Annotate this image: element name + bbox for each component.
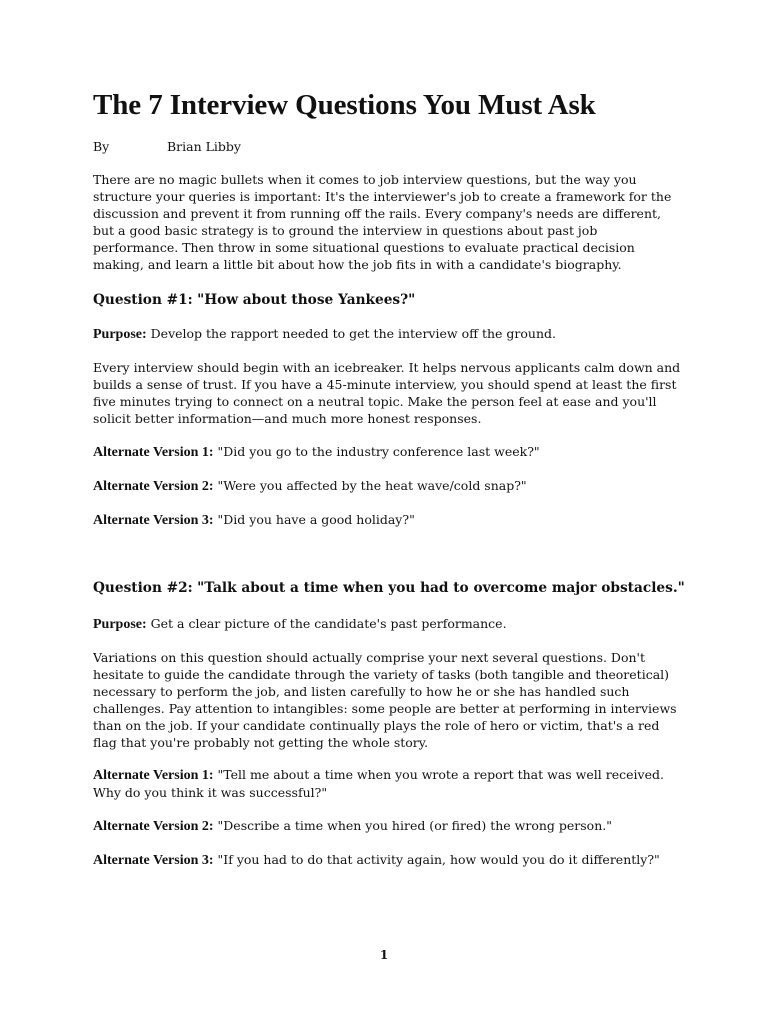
question-text: "How about those Yankees?" [197, 292, 416, 308]
question-1-heading [93, 290, 415, 310]
byline-label: By [93, 139, 110, 154]
question-text: "Talk about a time when you had to overcome major obstacles." [197, 580, 685, 596]
alternate-label: Alternate Version 3: [93, 853, 214, 868]
question-2-heading [93, 578, 685, 598]
question-1-body: Every interview should begin with an icebreaker. It helps nervous applicants calm down and builds a sense of trust. If you have a 45-minute interview, you should spend at least the first five minutes trying to connect on a neutral topic. Make the person feel at ease and you'll solicit better information—and much more honest responses. [93, 360, 681, 426]
author-name: Brian Libby [167, 139, 241, 154]
question-2-body: Variations on this question should actually comprise your next several questions. Don't hesitate to guide the candidate through the variety of tasks (both tangible and theoretical) necessary to perform the job, and listen carefully to how he or she has handled such challenges. Pay attention to intangibles: some people are better at performing in interviews than on the job. If your candidate continually plays the role of hero or victim, that's a red flag that you're probably not getting the whole story. [93, 650, 677, 750]
question-1-alternate-1 [93, 443, 540, 461]
alternate-text: "Did you go to the industry conference last week?" [217, 444, 540, 459]
alternate-label: Alternate Version 3: [93, 513, 214, 528]
byline [93, 138, 241, 155]
question-1-alternate-3 [93, 511, 415, 529]
purpose-text: Get a clear picture of the candidate's past performance. [150, 616, 507, 631]
alternate-text: "Were you affected by the heat wave/cold snap?" [217, 478, 527, 493]
question-2-alternate-3 [93, 851, 660, 869]
question-label: Question #2: [93, 580, 193, 596]
purpose-label: Purpose: [93, 617, 147, 632]
alternate-label: Alternate Version 2: [93, 479, 214, 494]
question-2-purpose [93, 615, 507, 633]
alternate-text: "Describe a time when you hired (or fired) the wrong person." [217, 818, 612, 833]
alternate-label: Alternate Version 1: [93, 445, 214, 460]
page-number: 1 [379, 948, 389, 962]
question-2-alternate-2 [93, 817, 612, 835]
question-label: Question #1: [93, 292, 193, 308]
question-1-alternate-2 [93, 477, 527, 495]
question-2-alternate-1 [93, 766, 683, 801]
intro-paragraph: There are no magic bullets when it comes to job interview questions, but the way you structure your queries is important: It's the interviewer's job to create a framework for the discussion and prevent it from running off the rails. Every company's needs are different, but a good basic strategy is to ground the interview in questions about past job performance. Then throw in some situational questions to evaluate practical decision making, and learn a little bit about how the job fits in with a candidate's biography. [93, 172, 672, 272]
question-1-purpose [93, 325, 556, 343]
alternate-label: Alternate Version 2: [93, 819, 214, 834]
alternate-text: "Did you have a good holiday?" [217, 512, 415, 527]
alternate-text: "If you had to do that activity again, how would you do it differently?" [217, 852, 660, 867]
document-title: The 7 Interview Questions You Must Ask [93, 89, 596, 121]
alternate-label: Alternate Version 1: [93, 768, 214, 783]
alternate-text: "Tell me about a time when you wrote a report that was well received. Why do you think it was successful?" [93, 767, 664, 800]
purpose-label: Purpose: [93, 327, 147, 342]
purpose-text: Develop the rapport needed to get the interview off the ground. [150, 326, 556, 341]
